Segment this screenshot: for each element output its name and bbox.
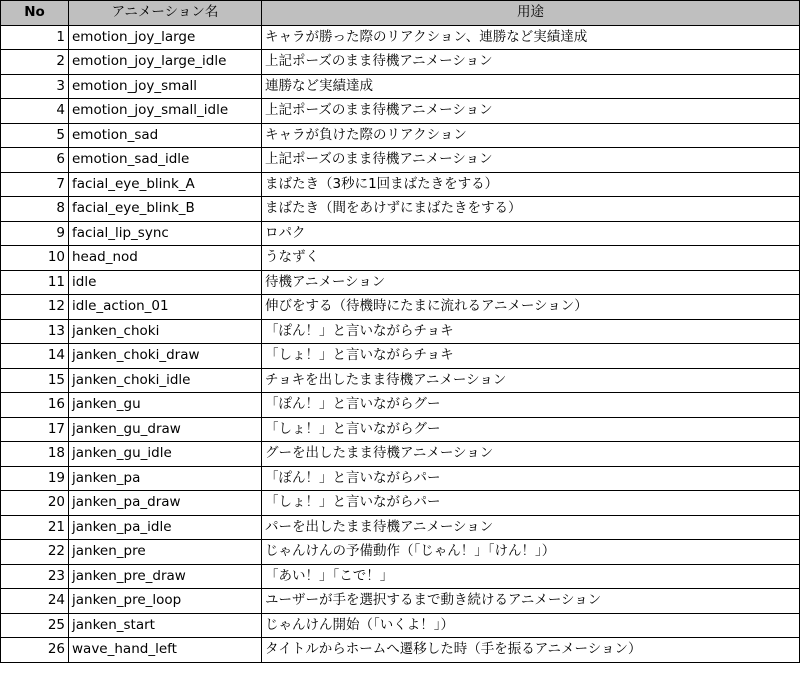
table-row	[1, 368, 800, 393]
row-number-cell[interactable]: 2	[1, 50, 69, 75]
row-number-cell[interactable]: 14	[1, 344, 69, 369]
usage-cell[interactable]: うなずく	[262, 246, 800, 271]
row-number-cell[interactable]: 11	[1, 270, 69, 295]
animation-name-cell[interactable]: facial_lip_sync	[69, 221, 262, 246]
table-row	[1, 638, 800, 663]
row-number-cell[interactable]: 4	[1, 99, 69, 124]
usage-cell[interactable]: じゃんけん開始（「いくよ！」）	[262, 613, 800, 638]
usage-cell[interactable]: パーを出したまま待機アニメーション	[262, 515, 800, 540]
animation-name-cell[interactable]: janken_pa_idle	[69, 515, 262, 540]
usage-cell[interactable]: キャラが負けた際のリアクション	[262, 123, 800, 148]
animation-name-cell[interactable]: janken_choki_draw	[69, 344, 262, 369]
row-number-cell[interactable]: 17	[1, 417, 69, 442]
usage-cell[interactable]: 待機アニメーション	[262, 270, 800, 295]
row-number-cell[interactable]: 9	[1, 221, 69, 246]
row-number-cell[interactable]: 1	[1, 25, 69, 50]
table-row	[1, 246, 800, 271]
row-number-cell[interactable]: 12	[1, 295, 69, 320]
animation-name-cell[interactable]: emotion_joy_large	[69, 25, 262, 50]
animation-name-cell[interactable]: facial_eye_blink_B	[69, 197, 262, 222]
table-row	[1, 123, 800, 148]
table-row	[1, 491, 800, 516]
table-row	[1, 344, 800, 369]
row-number-cell[interactable]: 5	[1, 123, 69, 148]
row-number-cell[interactable]: 7	[1, 172, 69, 197]
usage-cell[interactable]: 「ぽん！」と言いながらパー	[262, 466, 800, 491]
usage-cell[interactable]: 「しょ！」と言いながらパー	[262, 491, 800, 516]
table-row	[1, 515, 800, 540]
row-number-cell[interactable]: 22	[1, 540, 69, 565]
row-number-cell[interactable]: 3	[1, 74, 69, 99]
table-row	[1, 319, 800, 344]
table-row	[1, 466, 800, 491]
row-number-cell[interactable]: 6	[1, 148, 69, 173]
table-row	[1, 270, 800, 295]
header-no[interactable]: No	[1, 1, 69, 26]
usage-cell[interactable]: キャラが勝った際のリアクション、連勝など実績達成	[262, 25, 800, 50]
animation-name-cell[interactable]: emotion_sad	[69, 123, 262, 148]
table-row	[1, 589, 800, 614]
animation-name-cell[interactable]: janken_choki_idle	[69, 368, 262, 393]
animation-name-cell[interactable]: janken_start	[69, 613, 262, 638]
usage-cell[interactable]: まばたき（間をあけずにまばたきをする）	[262, 197, 800, 222]
usage-cell[interactable]: 伸びをする（待機時にたまに流れるアニメーション）	[262, 295, 800, 320]
animation-name-cell[interactable]: janken_pre	[69, 540, 262, 565]
row-number-cell[interactable]: 8	[1, 197, 69, 222]
usage-cell[interactable]: チョキを出したまま待機アニメーション	[262, 368, 800, 393]
table-row	[1, 295, 800, 320]
animation-name-cell[interactable]: facial_eye_blink_A	[69, 172, 262, 197]
usage-cell[interactable]: じゃんけんの予備動作（「じゃん！」「けん！」）	[262, 540, 800, 565]
table-row	[1, 50, 800, 75]
table-row	[1, 613, 800, 638]
usage-cell[interactable]: 上記ポーズのまま待機アニメーション	[262, 50, 800, 75]
table-row	[1, 74, 800, 99]
usage-cell[interactable]: ロパク	[262, 221, 800, 246]
animation-name-cell[interactable]: janken_pre_loop	[69, 589, 262, 614]
animation-name-cell[interactable]: emotion_sad_idle	[69, 148, 262, 173]
row-number-cell[interactable]: 26	[1, 638, 69, 663]
header-animation-name[interactable]: アニメーション名	[69, 1, 262, 26]
animation-name-cell[interactable]: janken_pa_draw	[69, 491, 262, 516]
table-row	[1, 417, 800, 442]
animation-name-cell[interactable]: janken_pre_draw	[69, 564, 262, 589]
usage-cell[interactable]: 連勝など実績達成	[262, 74, 800, 99]
animation-name-cell[interactable]: janken_gu_idle	[69, 442, 262, 467]
table-body	[1, 25, 800, 662]
usage-cell[interactable]: 上記ポーズのまま待機アニメーション	[262, 99, 800, 124]
animation-name-cell[interactable]: idle	[69, 270, 262, 295]
usage-cell[interactable]: 上記ポーズのまま待機アニメーション	[262, 148, 800, 173]
table-row	[1, 197, 800, 222]
usage-cell[interactable]: グーを出したまま待機アニメーション	[262, 442, 800, 467]
usage-cell[interactable]: 「しょ！」と言いながらチョキ	[262, 344, 800, 369]
table-row	[1, 25, 800, 50]
row-number-cell[interactable]: 24	[1, 589, 69, 614]
usage-cell[interactable]: 「あい！」「こで！」	[262, 564, 800, 589]
table-row	[1, 393, 800, 418]
row-number-cell[interactable]: 10	[1, 246, 69, 271]
table-row	[1, 148, 800, 173]
row-number-cell[interactable]: 19	[1, 466, 69, 491]
row-number-cell[interactable]: 16	[1, 393, 69, 418]
usage-cell[interactable]: タイトルからホームへ遷移した時（手を振るアニメーション）	[262, 638, 800, 663]
animation-name-cell[interactable]: emotion_joy_small	[69, 74, 262, 99]
animation-name-cell[interactable]: janken_gu	[69, 393, 262, 418]
row-number-cell[interactable]: 25	[1, 613, 69, 638]
table-row	[1, 99, 800, 124]
usage-cell[interactable]: 「ぽん！」と言いながらチョキ	[262, 319, 800, 344]
row-number-cell[interactable]: 23	[1, 564, 69, 589]
row-number-cell[interactable]: 21	[1, 515, 69, 540]
table-row	[1, 442, 800, 467]
header-usage[interactable]: 用途	[262, 1, 800, 26]
usage-cell[interactable]: 「ぽん！」と言いながらグー	[262, 393, 800, 418]
animation-name-cell[interactable]: emotion_joy_small_idle	[69, 99, 262, 124]
table-row	[1, 564, 800, 589]
animation-name-cell[interactable]: emotion_joy_large_idle	[69, 50, 262, 75]
row-number-cell[interactable]: 15	[1, 368, 69, 393]
table-row	[1, 221, 800, 246]
animation-name-cell[interactable]: janken_choki	[69, 319, 262, 344]
usage-cell[interactable]: 「しょ！」と言いながらグー	[262, 417, 800, 442]
header-row	[1, 1, 800, 26]
row-number-cell[interactable]: 20	[1, 491, 69, 516]
animation-name-cell[interactable]: idle_action_01	[69, 295, 262, 320]
usage-cell[interactable]: ユーザーが手を選択するまで動き続けるアニメーション	[262, 589, 800, 614]
table-row	[1, 540, 800, 565]
animation-name-cell[interactable]: janken_pa	[69, 466, 262, 491]
animation-name-cell[interactable]: wave_hand_left	[69, 638, 262, 663]
row-number-cell[interactable]: 13	[1, 319, 69, 344]
animation-name-cell[interactable]: janken_gu_draw	[69, 417, 262, 442]
row-number-cell[interactable]: 18	[1, 442, 69, 467]
usage-cell[interactable]: まばたき（3秒に1回まばたきをする）	[262, 172, 800, 197]
table-row	[1, 172, 800, 197]
animation-name-cell[interactable]: head_nod	[69, 246, 262, 271]
